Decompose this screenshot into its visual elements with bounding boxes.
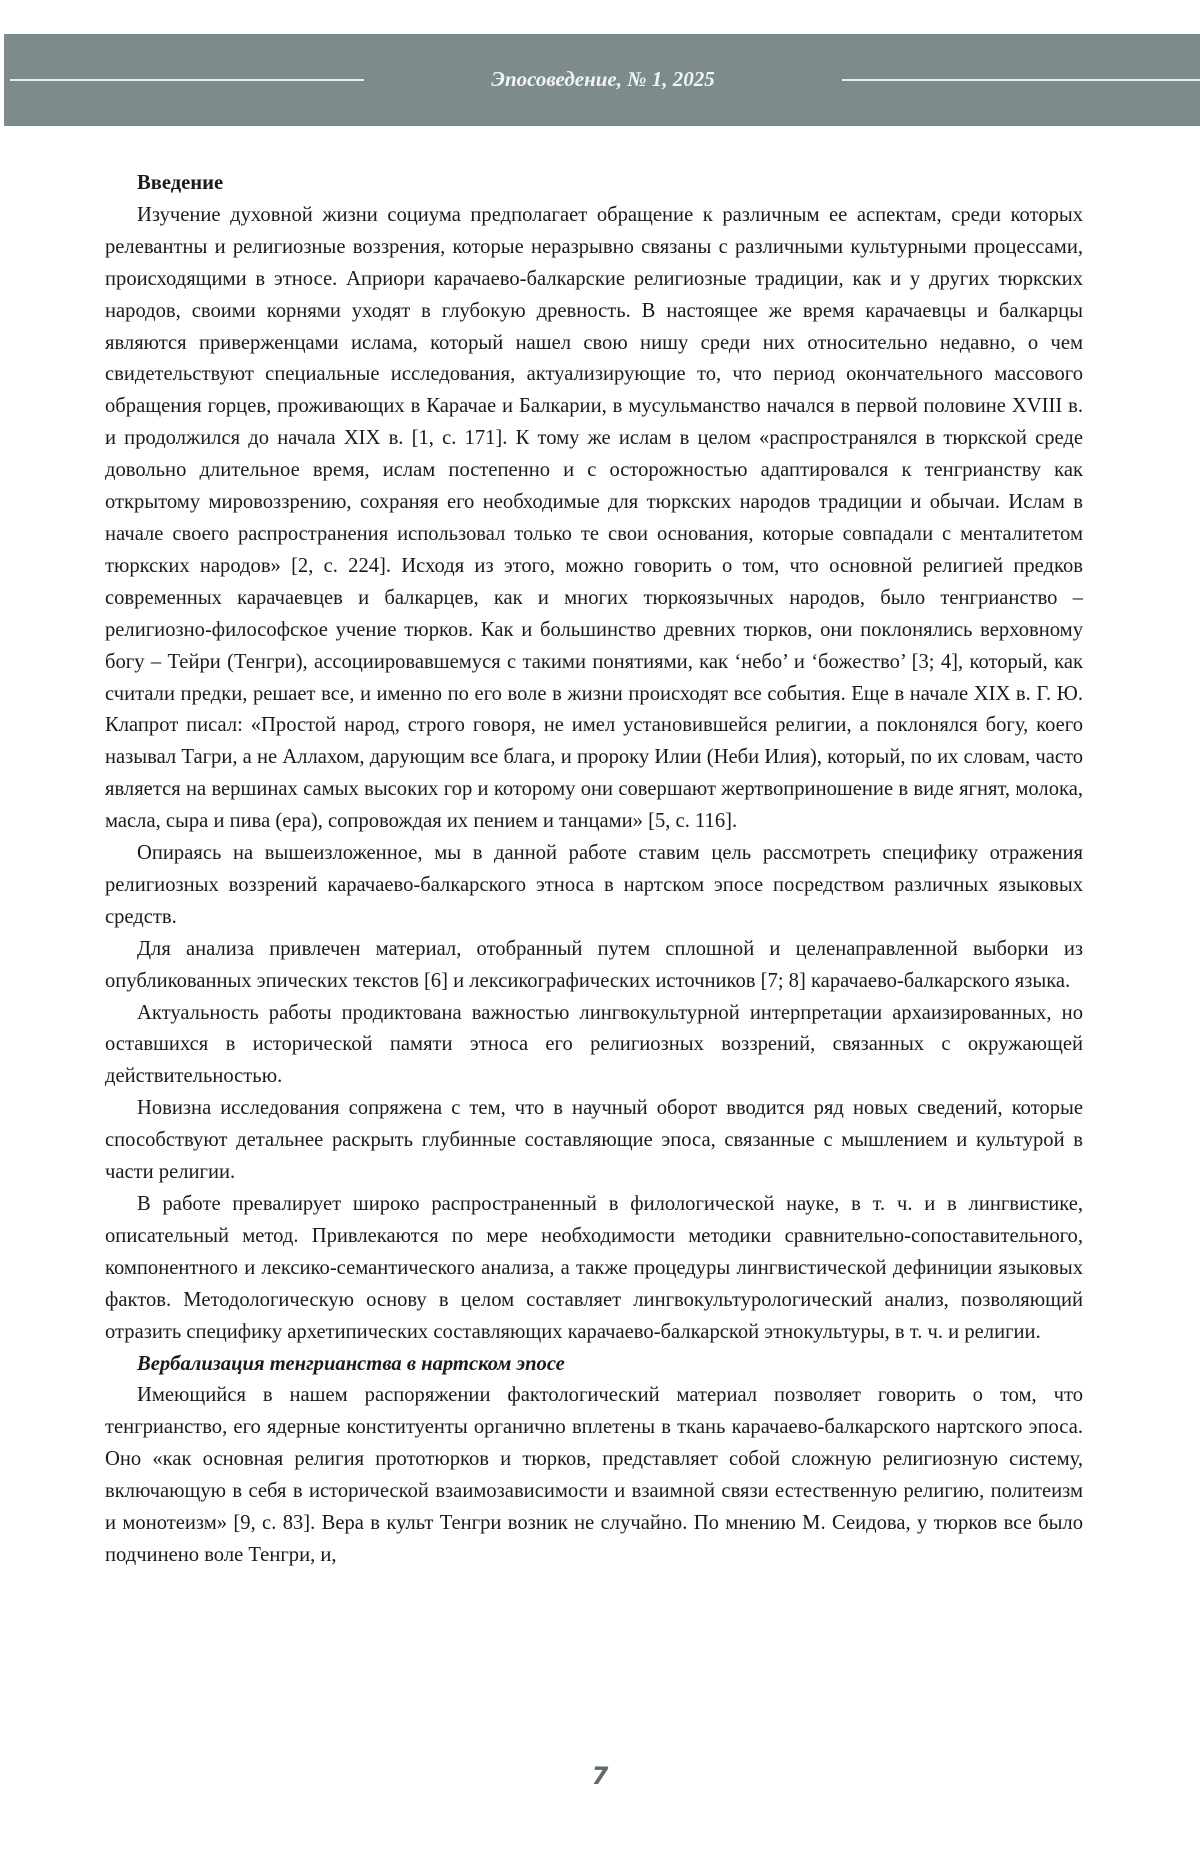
article-body [105, 168, 1083, 1572]
paragraph: Новизна исследования сопряжена с тем, что в научный оборот вводится ряд новых сведений, которые способствуют детальнее раскрыть глубинные составляющие эпоса, связанные с мышлением и культурой в части религии. [105, 1097, 1083, 1184]
paragraph: Имеющийся в нашем распоряжении фактологический материал позволяет говорить о том, что тенгрианство, его ядерные конституенты органично вплетены в ткань карачаево-балкарского нартского эпоса. Оно «как основная религия прототюрков и тюрков, представляет собой сложную религиозную систему, включающую в себя в исторической взаимозависимости и взаимной связи естественную религию, политеизм и монотеизм» [9, с. 83]. Вера в культ Тенгри возник не случайно. По мнению М. Сеидова, у тюрков все было подчинено воле Тенгри, и, [105, 1384, 1083, 1566]
journal-title: Эпосоведение, № 1, 2025 [491, 67, 715, 91]
header-rule-left [10, 79, 364, 81]
section-heading-introduction: Введение [137, 172, 224, 194]
paragraph: Опираясь на вышеизложенное, мы в данной работе ставим цель рассмотреть специфику отражения религиозных воззрений карачаево-балкарского этноса в нартском эпосе посредством различных языковых средств. [105, 842, 1083, 928]
journal-header [4, 34, 1200, 126]
section-heading-tengrianism: Вербализация тенгрианства в нартском эпосе [137, 1352, 565, 1375]
paragraph: Для анализа привлечен материал, отобранный путем сплошной и целенаправленной выборки из опубликованных эпических текстов [6] и лексикографических источников [7; 8] карачаево-балкарского языка. [105, 937, 1083, 992]
header-rule-right [842, 79, 1200, 81]
paragraph: Актуальность работы продиктована важностью лингвокультурной интерпретации архаизированных, но оставшихся в исторической памяти этноса его религиозных воззрений, связанных с окружающей действительностью. [105, 1001, 1083, 1088]
paragraph: Изучение духовной жизни социума предполагает обращение к различным ее аспектам, среди которых релевантны и религиозные воззрения, которые неразрывно связаны с различными культурными процессами, происходящими в этносе. Априори карачаево-балкарские религиозные традиции, как и у других тюркских народов, своими корнями уходят в глубокую древность. В настоящее же время карачаевцы и балкарцы являются приверженцами ислама, который нашел свою нишу среди них относительно недавно, о чем свидетельствуют специальные исследования, актуализирующие то, что период окончательного массового обращения горцев, проживающих в Карачае и Балкарии, в мусульманство начался в первой половине XVIII в. и продолжился до начала XIX в. [1, с. 171]. К тому же ислам в целом «распространялся в тюркской среде довольно длительное время, ислам постепенно и с осторожностью адаптировался к тенгрианству как открытому мировоззрению, сохраняя его необходимые для тюркских народов традиции и обычаи. Ислам в начале своего распространения использовал только те свои основания, которые совпадали с менталитетом тюркских народов» [2, с. 224]. Исходя из этого, можно говорить о том, что основной религией предков современных карачаевцев и балкарцев, как и многих тюркоязычных народов, было тенгрианство – религиозно-философское учение тюрков. Как и большинство древних тюрков, они поклонялись верховному богу – Тейри (Тенгри), ассоциировавшемуся с такими понятиями, как ‘небо’ и ‘божество’ [3; 4], который, как считали предки, решает все, и именно по его воле в жизни происходят все события. Еще в начале XIX в. Г. Ю. Клапрот писал: «Простой народ, строго говоря, не имел установившейся религии, а поклонялся богу, коего называл Тагри, а не Аллахом, дарующим все блага, и пророку Илии (Неби Илия), который, по их словам, часто является на вершинах самых высоких гор и которому они совершают жертвоприношение в виде ягнят, молока, масла, сыра и пива (ера), сопровождая их пением и танцами» [5, с. 116]. [105, 203, 1083, 833]
paragraph: В работе превалирует широко распространенный в филологической науке, в т. ч. и в лингвистике, описательный метод. Привлекаются по мере необходимости методики сравнительно-сопоставительного, компонентного и лексико-семантического анализа, а также процедуры лингвистической дефиниции языковых фактов. Методологическую основу в целом составляет лингвокультурологический анализ, позволяющий отразить специфику архетипических составляющих карачаево-балкарской этнокультуры, в т. ч. и религии. [105, 1193, 1083, 1343]
page-number: 7 [591, 1762, 609, 1790]
